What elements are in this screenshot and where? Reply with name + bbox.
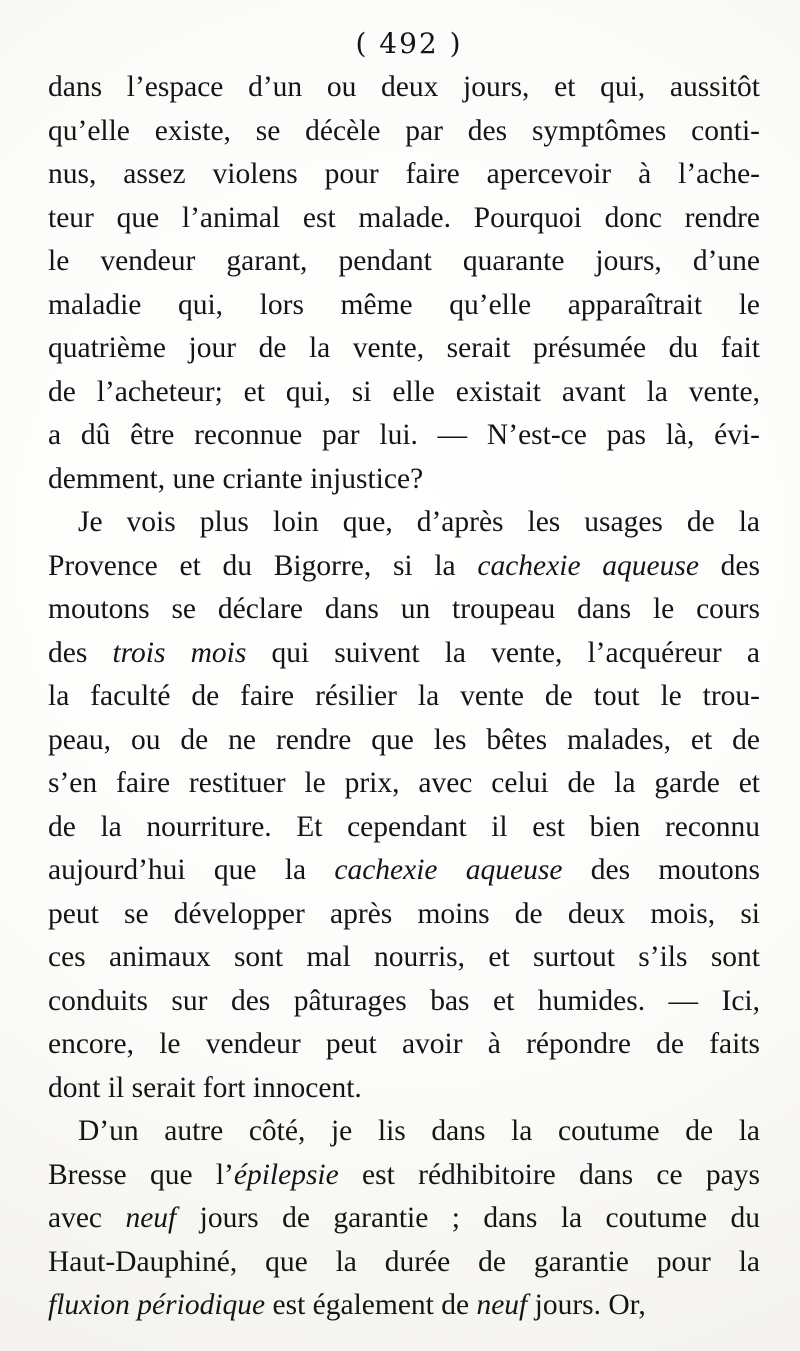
text-line bbox=[48, 632, 760, 676]
text-run: Je vois plus loin que, d’après les usages de la bbox=[78, 506, 760, 538]
text-line: a dû être reconnue par lui. — N’est-ce pas là, évi- bbox=[48, 419, 760, 451]
paragraph-3 bbox=[48, 1110, 760, 1328]
text-line bbox=[48, 762, 760, 806]
text-line bbox=[48, 1284, 760, 1328]
text-run: de la nourriture. Et cependant il est bien reconnu bbox=[48, 810, 760, 843]
italic-text-run: trois mois bbox=[112, 636, 247, 669]
text-line bbox=[48, 893, 760, 937]
text-line: dans l’espace d’un ou deux jours, et qui, aussitôt bbox=[48, 71, 760, 103]
text-run: s’en faire restituer le prix, avec celui de la garde et bbox=[48, 767, 760, 799]
text-run: conduits sur des pâturages bas et humides. — Ici, bbox=[48, 984, 760, 1017]
italic-text-run: neuf bbox=[476, 1289, 528, 1321]
text-line bbox=[48, 1154, 760, 1198]
text-run: est également de bbox=[265, 1289, 477, 1321]
text-line bbox=[48, 1241, 760, 1285]
text-line bbox=[48, 719, 760, 763]
page-body bbox=[48, 66, 760, 1328]
text-run: peut se développer après moins de deux mois, si bbox=[48, 897, 760, 930]
text-run: des moutons bbox=[562, 854, 760, 886]
text-line: maladie qui, lors même qu’elle apparaîtrait le bbox=[48, 288, 760, 321]
text-line bbox=[48, 588, 760, 632]
text-line: nus, assez violens pour faire apercevoir à l’ache- bbox=[48, 158, 760, 190]
text-run: qui suivent la vente, l’acquéreur a bbox=[246, 636, 760, 669]
italic-text-run: cachexie aqueuse bbox=[477, 549, 699, 582]
text-line bbox=[48, 545, 760, 589]
text-line: de l’acheteur; et qui, si elle existait avant la vente, bbox=[48, 375, 760, 408]
text-line bbox=[48, 980, 760, 1024]
italic-text-run: fluxion périodique bbox=[48, 1289, 266, 1321]
text-line bbox=[48, 501, 760, 545]
text-line: le vendeur garant, pendant quarante jours, d’une bbox=[48, 245, 760, 277]
text-run: Provence et du Bigorre, si la bbox=[48, 549, 478, 582]
text-run: encore, le vendeur peut avoir à répondre de faits bbox=[48, 1028, 760, 1060]
text-run: peau, ou de ne rendre que les bêtes malades, et de bbox=[48, 723, 760, 756]
text-line: qu’elle existe, se décèle par des symptômes conti- bbox=[48, 114, 760, 147]
text-line: demment, une criante injustice? bbox=[48, 462, 424, 495]
italic-text-run: épilepsie bbox=[233, 1158, 339, 1191]
paragraph-2 bbox=[48, 501, 760, 1110]
text-run: ces animaux sont mal nourris, et surtout s’ils sont bbox=[48, 941, 760, 973]
text-run: D’un autre côté, je lis dans la coutume de la bbox=[78, 1115, 760, 1147]
text-line bbox=[48, 675, 760, 719]
text-run: avec bbox=[48, 1202, 126, 1234]
text-line: teur que l’animal est malade. Pourquoi donc rendre bbox=[48, 201, 760, 234]
text-line bbox=[48, 806, 760, 850]
text-line bbox=[48, 1067, 760, 1111]
text-run: jours de garantie ; dans la coutume du bbox=[176, 1202, 761, 1234]
text-run: dont il serait fort innocent. bbox=[48, 1071, 362, 1104]
paragraph-1 bbox=[48, 66, 760, 501]
text-line: quatrième jour de la vente, serait présumée du fait bbox=[48, 332, 760, 364]
text-line bbox=[48, 849, 760, 893]
text-line bbox=[48, 936, 760, 980]
text-run: jours. Or, bbox=[527, 1289, 646, 1321]
page-number: ( 492 ) bbox=[355, 27, 463, 60]
text-run: aujourd’hui que la bbox=[48, 854, 335, 886]
text-run: la faculté de faire résilier la vente de tout le trou- bbox=[48, 680, 760, 712]
text-run: est rédhibitoire dans ce pays bbox=[338, 1158, 760, 1191]
text-run: des bbox=[698, 549, 760, 582]
text-line bbox=[48, 1197, 760, 1241]
text-line bbox=[48, 1110, 760, 1154]
text-run: Bresse que l’ bbox=[48, 1158, 234, 1191]
text-line bbox=[48, 1023, 760, 1067]
italic-text-run: cachexie aqueuse bbox=[334, 854, 563, 886]
text-run: Haut-Dauphiné, que la durée de garantie pour la bbox=[48, 1245, 760, 1278]
italic-text-run: neuf bbox=[125, 1202, 177, 1234]
text-run: moutons se déclare dans un troupeau dans le cours bbox=[48, 593, 760, 625]
text-run: des bbox=[48, 636, 113, 669]
